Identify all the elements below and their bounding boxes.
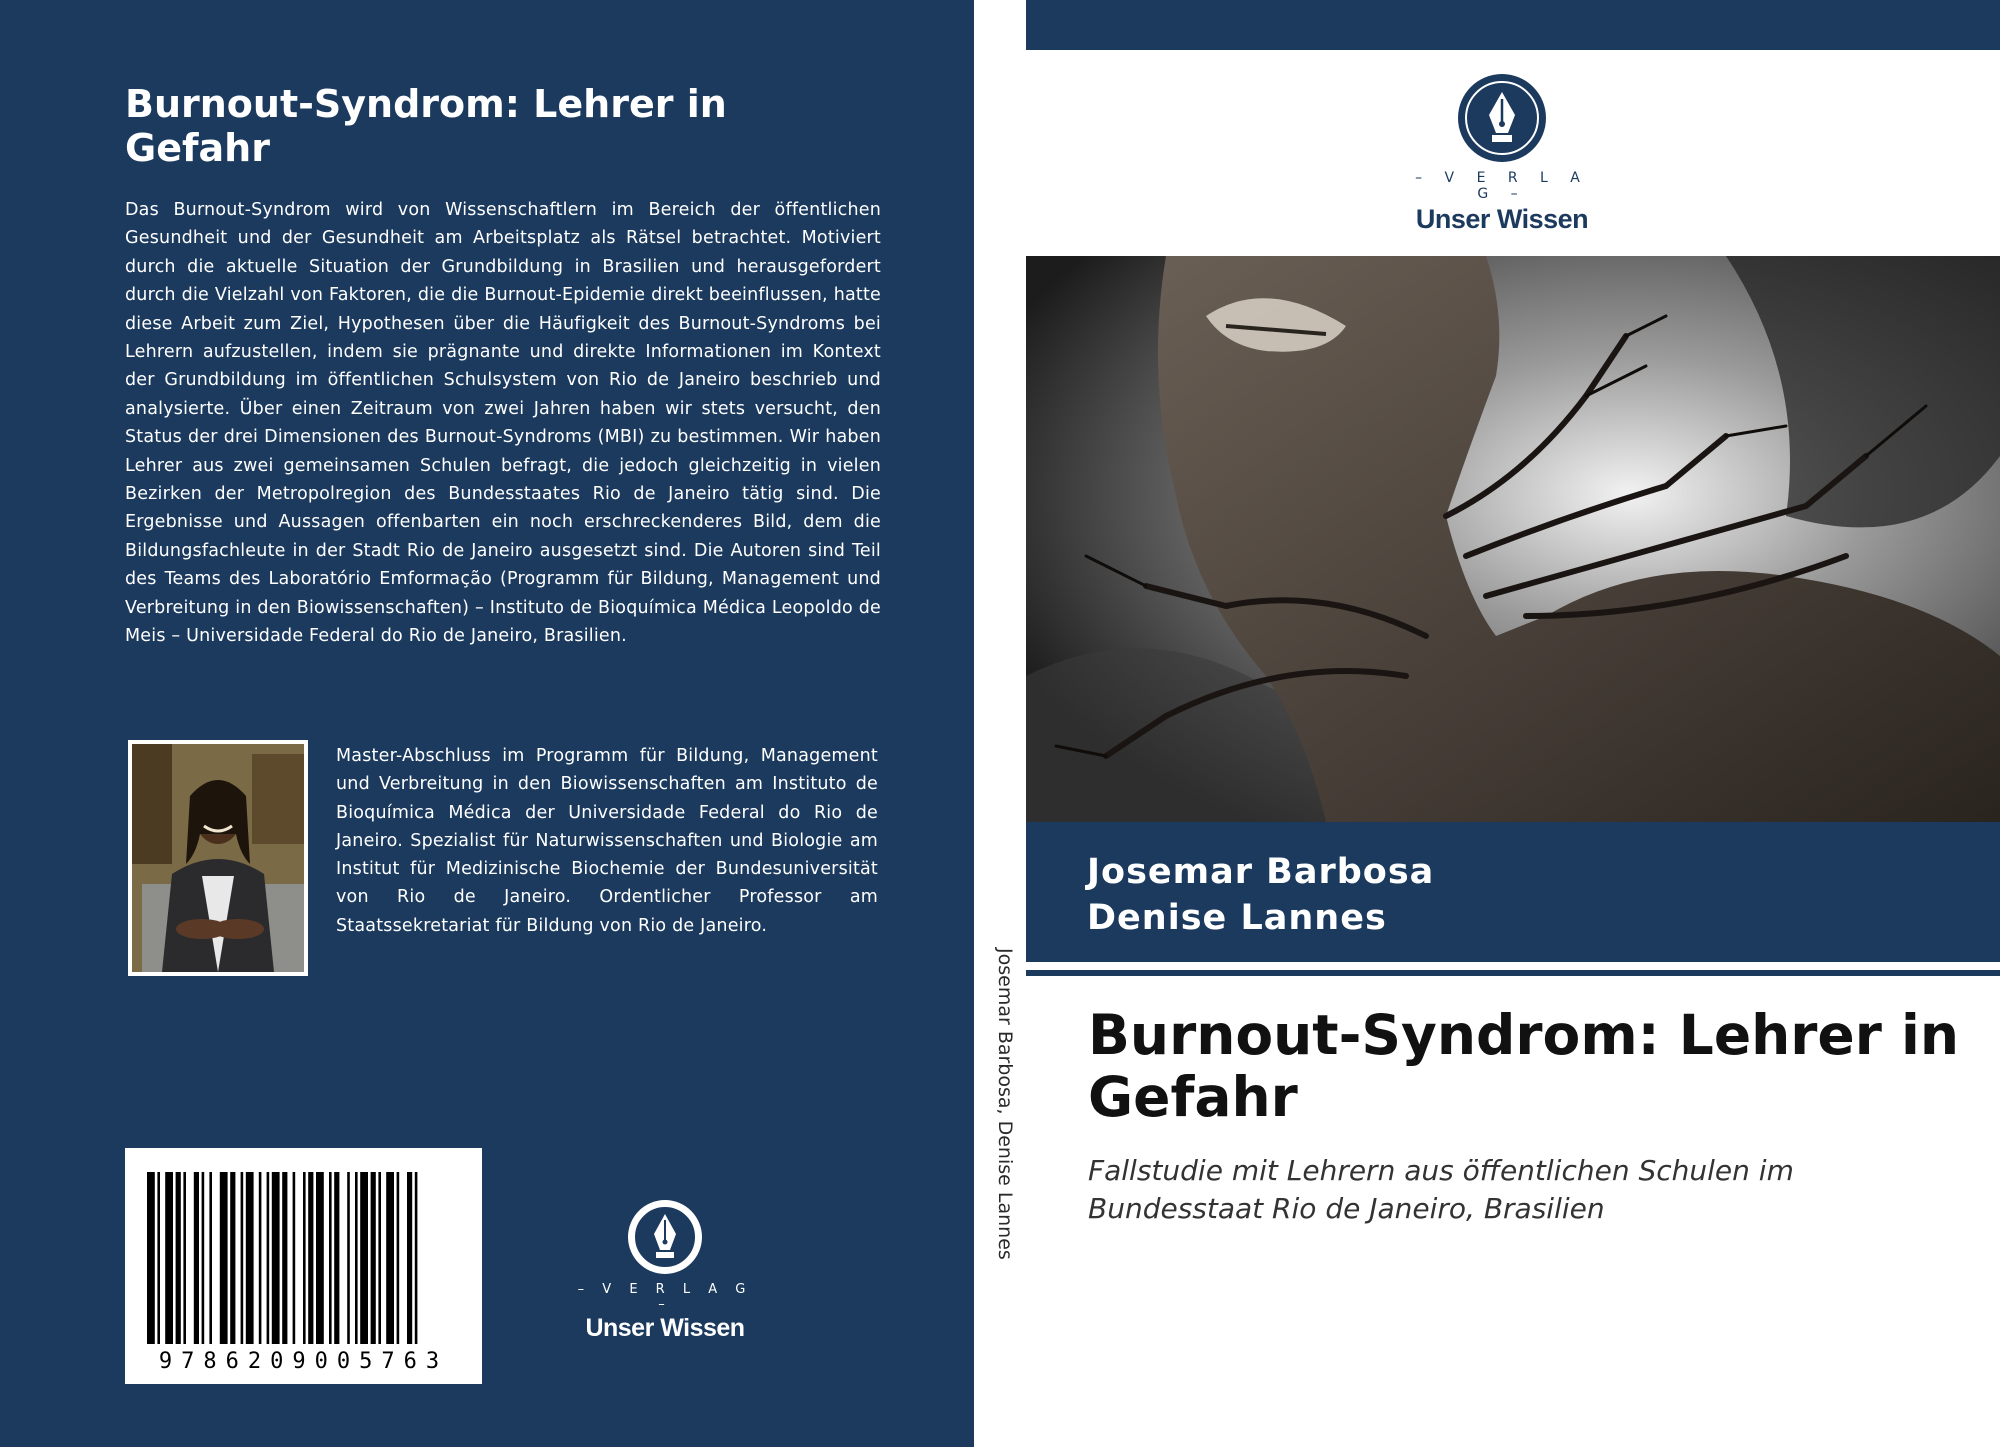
back-cover-blurb: Das Burnout-Syndrom wird von Wissenschaftlern im Bereich der öffentlichen Gesundheit und der Gesundheit am Arbeitsplatz als Rätsel betrachtet. Motiviert durch die aktuelle Situation der Grundbildung in Brasilien und herausgefordert durch die Vielzahl von Faktoren, die die Burnout-Epidemie direkt beeinflussen, hatte diese Arbeit zum Ziel, Hypothesen über die Häufigkeit des Burnout-Syndroms bei Lehrern aufzustellen, indem sie prägnante und direkte Informationen im Kontext der Grundbildung im öffentlichen Schulsystem von Rio de Janeiro beschrieb und analysierte. Über einen Zeitraum von zwei Jahren haben wir stets versucht, den Status der drei Dimensionen des Burnout-Syndroms (MBI) zu bestimmen. Wir haben Lehrer aus zwei gemeinsamen Schulen befragt, die jedoch gleichzeitig in vielen Bezirken der Metropolregion des Bundesstaates Rio de Janeiro tätig sind. Die Ergebnisse und Aussagen offenbarten ein noch erschreckenderes Bild, dem die Bildungsfachleute in der Stadt Rio de Janeiro ausgesetzt sind. Die Autoren sind Teil des Teams des Laboratório Emformação (Programm für Bildung, Management und Verbreitung in den Biowissenschaften) – Instituto de Bioquímica Médica Leopoldo de Meis – Universidade Federal do Rio de Janeiro, Brasilien.: [125, 200, 881, 647]
barcode-bar: [329, 1172, 332, 1344]
barcode-bar: [407, 1172, 412, 1344]
barcode-bar: [209, 1172, 212, 1344]
publisher-verlag-label-back: – V E R L A G –: [577, 1282, 753, 1312]
cover-illustration: [1026, 256, 2000, 822]
barcode-bar: [183, 1172, 186, 1344]
front-author-1: Josemar Barbosa: [1087, 852, 1435, 892]
barcode-bar: [246, 1172, 254, 1344]
pen-nib-icon: [1456, 72, 1548, 164]
divider-rule: [1026, 970, 2000, 976]
front-cover-subtitle: Fallstudie mit Lehrern aus öffentlichen Schulen im Bundesstaat Rio de Janeiro, Brasilien: [1088, 1154, 1794, 1225]
publisher-name-back: Unser Wissen: [585, 1314, 745, 1342]
barcode-bar: [220, 1172, 228, 1344]
spine-text: Josemar Barbosa, Denise Lannes: [994, 948, 1016, 1260]
barcode-bar: [293, 1172, 296, 1344]
front-cover-title: Burnout-Syndrom: Lehrer in Gefahr: [1088, 1003, 1959, 1129]
barcode-bar: [347, 1172, 350, 1344]
barcode-bar: [176, 1172, 181, 1344]
front-top-bar: [1026, 0, 2000, 50]
barcode-bar: [194, 1172, 199, 1344]
barcode-bar: [386, 1172, 394, 1344]
barcode-bar: [378, 1172, 381, 1344]
barcode-bar: [282, 1172, 287, 1344]
barcode-bar: [371, 1172, 376, 1344]
back-cover-title: Burnout-Syndrom: Lehrer in Gefahr: [125, 82, 727, 170]
author-band: [1026, 822, 2000, 962]
barcode-bar: [202, 1172, 205, 1344]
barcode-bar: [230, 1172, 235, 1344]
barcode-bar: [241, 1172, 244, 1344]
cover-artwork-image: [1026, 256, 2000, 822]
barcode-bar: [165, 1172, 173, 1344]
barcode-bar: [308, 1172, 313, 1344]
barcode-bar: [355, 1172, 358, 1344]
author-photo: [128, 740, 308, 976]
barcode-bar: [316, 1172, 324, 1344]
publisher-logo-front: [1400, 72, 1604, 234]
publisher-logo-back: [575, 1198, 755, 1342]
barcode-bar: [272, 1172, 280, 1344]
barcode-bar: [303, 1172, 306, 1344]
barcode-bar: [157, 1172, 160, 1344]
barcode-bar: [415, 1172, 418, 1344]
publisher-verlag-label-front: – V E R L A G –: [1415, 170, 1589, 202]
author-bio: Master-Abschluss im Programm für Bildung, Management und Verbreitung in den Biowissenschaften am Instituto de Bioquímica Médica der Universidade Federal do Rio de Janeiro. Spezialist für Naturwissenschaften und Biologie am Institut für Medizinische Biochemie der Bundesuniversität von Rio de Janeiro. Ordentlicher Professor am Staatssekretariat für Bildung von Rio de Janeiro.: [336, 746, 878, 936]
barcode-bar: [259, 1172, 262, 1344]
barcode-bar: [360, 1172, 368, 1344]
isbn-barcode: [125, 1148, 482, 1384]
isbn-digits: 9786209005763: [158, 1349, 449, 1374]
front-author-2: Denise Lannes: [1087, 898, 1387, 938]
author-portrait-image: [132, 744, 304, 972]
barcode-bar: [147, 1172, 155, 1344]
barcode-bar: [267, 1172, 270, 1344]
barcode-bar: [397, 1172, 400, 1344]
back-cover: [0, 0, 974, 1447]
barcode-bar: [334, 1172, 339, 1344]
publisher-name-front: Unser Wissen: [1415, 204, 1589, 234]
pen-nib-icon: [626, 1198, 704, 1276]
